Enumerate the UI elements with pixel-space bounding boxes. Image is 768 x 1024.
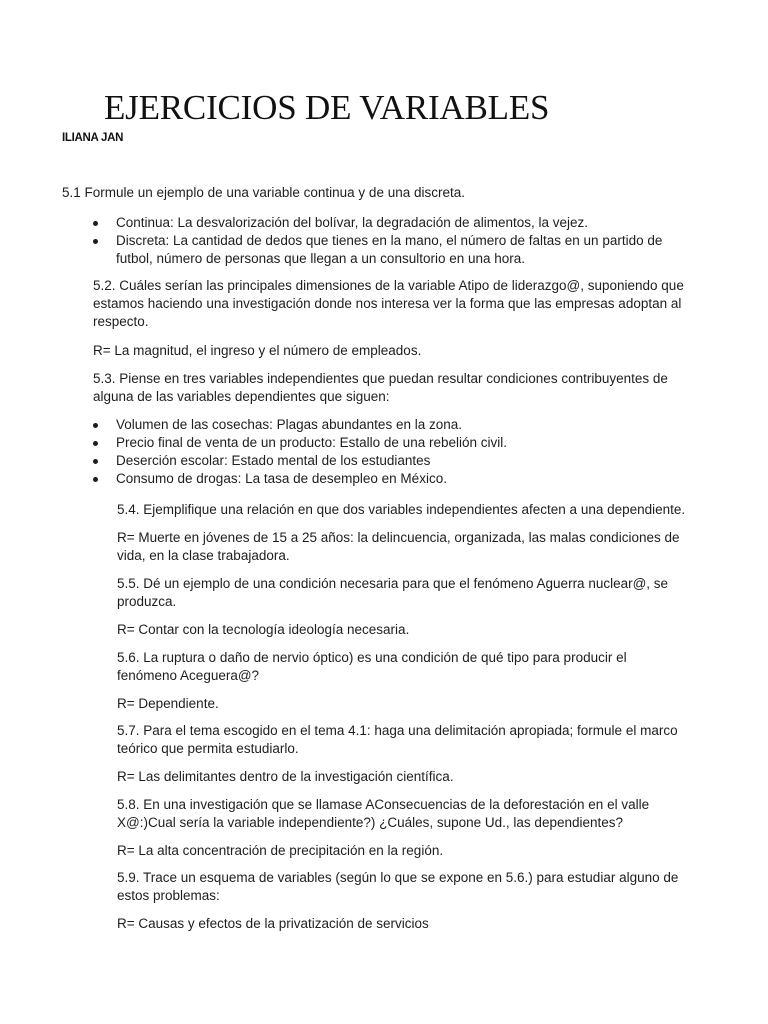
question-5-8: 5.8. En una investigación que se llamase AConsecuencias de la deforestación en el valle X@:)Cual sería la variable independiente?) ¿Cuáles, supone Ud., las dependientes? <box>117 797 650 830</box>
answer-5-4: R= Muerte en jóvenes de 15 a 25 años: la delincuencia, organizada, las malas condiciones de vida, en la clase trabajadora. <box>117 530 680 563</box>
question-5-7: 5.7. Para el tema escogido en el tema 4.1: haga una delimitación apropiada; formule el marco teórico que permita estudiarlo. <box>117 723 678 756</box>
answer-5-9: R= Causas y efectos de la privatización de servicios <box>117 916 429 931</box>
question-5-9: 5.9. Trace un esquema de variables (según lo que se expone en 5.6.) para estudiar alguno de estos problemas: <box>117 870 679 903</box>
list-item-precio: Precio final de venta de un producto: Estallo de una rebelión civil. <box>90 434 610 452</box>
question-5-3-list <box>90 416 610 488</box>
list-item-drogas: Consumo de drogas: La tasa de desempleo en México. <box>90 470 610 488</box>
answer-5-2: R= La magnitud, el ingreso y el número de empleados. <box>93 343 422 358</box>
list-item-cosechas: Volumen de las cosechas: Plagas abundantes en la zona. <box>90 416 610 434</box>
document-title: EJERCICIOS DE VARIABLES <box>104 88 550 127</box>
question-5-1: 5.1 Formule un ejemplo de una variable continua y de una discreta. <box>62 185 465 200</box>
answer-5-6: R= Dependiente. <box>117 696 219 711</box>
question-5-6: 5.6. La ruptura o daño de nervio óptico) es una condición de qué tipo para producir el fenómeno Aceguera@? <box>117 650 627 683</box>
question-5-5: 5.5. Dé un ejemplo de una condición necesaria para que el fenómeno Aguerra nuclear@, se produzca. <box>117 576 669 609</box>
question-5-2: 5.2. Cuáles serían las principales dimensiones de la variable Atipo de liderazgo@, suponiendo que estamos haciendo una investigación donde nos interesa ver la forma que las empresas adoptan al respecto. <box>93 278 684 329</box>
document-author: ILIANA JAN <box>62 132 124 144</box>
answer-5-7: R= Las delimitantes dentro de la investigación científica. <box>117 769 454 784</box>
question-5-1-list <box>90 214 690 268</box>
list-item-desercion: Deserción escolar: Estado mental de los estudiantes <box>90 452 610 470</box>
question-5-4: 5.4. Ejemplifique una relación en que dos variables independientes afecten a una dependiente. <box>117 502 686 517</box>
list-item-discreta: Discreta: La cantidad de dedos que tienes en la mano, el número de faltas en un partido de futbol, número de personas que llegan a un consultorio en una hora. <box>90 232 690 268</box>
question-5-3: 5.3. Piense en tres variables independientes que puedan resultar condiciones contribuyentes de alguna de las variables dependientes que siguen: <box>93 371 668 404</box>
list-item-continua: Continua: La desvalorización del bolívar, la degradación de alimentos, la vejez. <box>90 214 690 232</box>
answer-5-5: R= Contar con la tecnología ideología necesaria. <box>117 622 410 637</box>
answer-5-8: R= La alta concentración de precipitación en la región. <box>117 843 444 858</box>
